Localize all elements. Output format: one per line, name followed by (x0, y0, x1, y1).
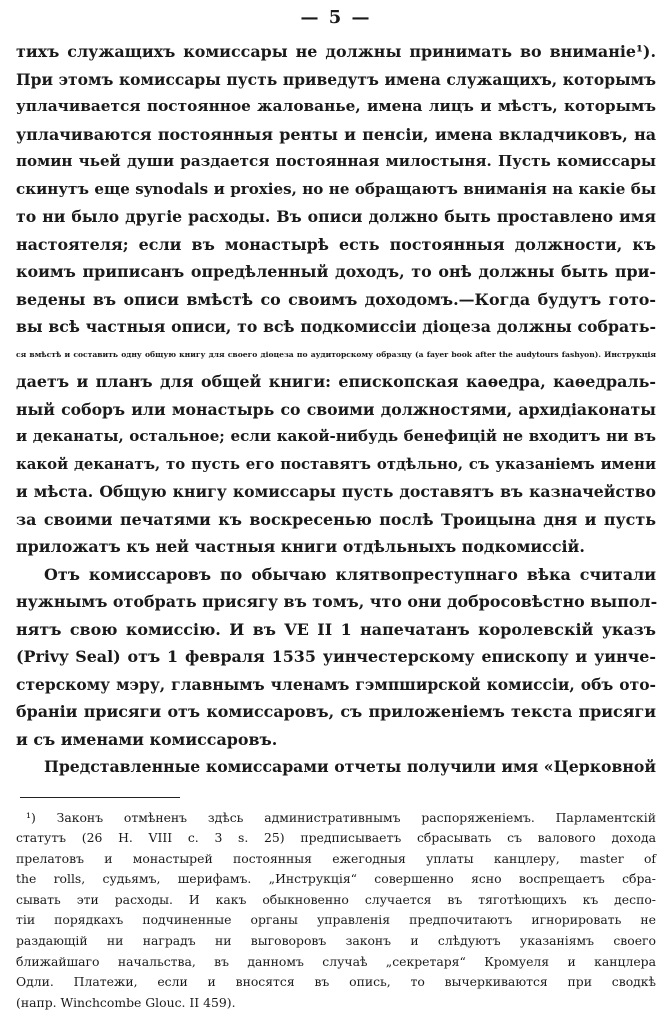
footnote-line: the rolls, судьямъ, шерифамъ. „Инструкція“ совершенно ясно воспрещаетъ сбра- (16, 871, 656, 887)
footnote-line: тіи порядкахъ подчиненные органы управленія предпочитаютъ игнорировать не (16, 912, 656, 928)
text-line: и мѣста. Общую книгу комиссары пусть доставятъ въ казначейство (16, 482, 656, 501)
text-line: приложатъ къ ней частныя книги отдѣльныхъ подкомиссій. (16, 537, 585, 556)
footnote-line: Одли. Платежи, если и вносятся въ опись, то вычеркиваются при сводкѣ (16, 974, 656, 990)
text-line: нятъ свою комиссію. И въ VE II 1 напечатанъ королевскій указъ (16, 619, 656, 639)
text-line: какой деканатъ, то пусть его поставятъ отдѣльно, съ указаніемъ имени (16, 454, 656, 473)
text-line: При этомъ комиссары пусть приведутъ имена служащихъ, которымъ (16, 69, 656, 89)
footnote-line: прелатовъ и монастырей постоянныя ежегодныя уплаты канцлеру, master of (16, 850, 656, 866)
book-page (16, 4, 656, 1013)
text-line: ся вмѣстѣ и составить одну общую книгу для своего діоцеза по аудиторскому образцу (a fayer book after the audytours fashyon). Инструкція (16, 349, 656, 359)
footnote-line: ближайшаго начальства, въ данномъ случаѣ „секретаря“ Кромуеля и канцлера (16, 953, 656, 969)
text-line: коимъ приписанъ опредѣленный доходъ, то онѣ должны быть при- (16, 262, 656, 281)
text-line: ведены въ описи вмѣстѣ со своимъ доходомъ.—Когда будутъ гото- (16, 289, 656, 309)
footnote-line: раздающій ни наградъ ни выговоровъ законъ и слѣдуютъ указаніямъ своего (16, 933, 656, 949)
footnotes (16, 808, 656, 1014)
text-line: уплачиваются постоянныя ренты и пенсіи, имена вкладчиковъ, на (16, 124, 656, 144)
text-line: Представленные комиссарами отчеты получили имя «Церковной (44, 757, 656, 776)
footnote-line: ¹) Законъ отмѣненъ здѣсь административнымъ распоряженіемъ. Парламентскій (26, 809, 656, 825)
text-line: стерскому мэру, главнымъ членамъ гэмпширской комиссіи, объ ото- (16, 674, 656, 694)
text-line: за своими печатями къ воскресенью послѣ Троицына дня и пусть (16, 509, 656, 529)
text-line: то ни было другіе расходы. Въ описи должно быть проставлено имя (16, 207, 656, 226)
main-text (16, 38, 656, 781)
footnote-divider (20, 797, 180, 798)
page-number: — 5 — (300, 7, 372, 28)
text-line: и деканаты, остальное; если какой-нибудь бенефицій не входитъ ни въ (16, 427, 656, 445)
text-line: вы всѣ частныя описи, то всѣ подкомиссіи діоцеза должны собрать- (16, 317, 656, 336)
footnote-line: (напр. Winchcombe Glouc. II 459). (16, 994, 236, 1010)
text-line: браніи присяги отъ комиссаровъ, съ приложеніемъ текста присяги (16, 702, 656, 721)
text-line: (Privy Seal) отъ 1 февраля 1535 уинчестерскому епископу и уинче- (16, 647, 656, 666)
footnote-line: сывать эти расходы. И какъ обыкновенно случается въ тяготѣющихъ къ деспо- (16, 891, 656, 907)
text-line: уплачивается постоянное жалованье, имена лицъ и мѣстъ, которымъ (16, 97, 656, 115)
text-line: даетъ и планъ для общей книги: епископская каѳедра, каѳедраль- (16, 372, 656, 391)
text-line: помин чьей души раздается постоянная милостыня. Пусть комиссары (16, 152, 656, 170)
text-line: нужнымъ отобрать присягу въ томъ, что они добросовѣстно выпол- (16, 592, 658, 611)
text-line: ный соборъ или монастырь со своими должностями, архидіаконаты (16, 399, 656, 419)
text-line: скинутъ еще synodals и proxies, но не обращаютъ вниманія на какіе бы (16, 179, 656, 198)
text-line: и съ именами комиссаровъ. (16, 729, 278, 749)
text-line: Отъ комиссаровъ по обычаю клятвопреступнаго вѣка считали (44, 564, 656, 584)
text-line: настоятеля; если въ монастырѣ есть постоянныя должности, къ (16, 234, 656, 254)
footnote-line: статутъ (26 Н. VIII с. 3 s. 25) предписываетъ сбрасывать съ валового дохода (16, 830, 656, 846)
text-line: тихъ служащихъ комиссары не должны принимать во вниманіе¹). (16, 42, 656, 61)
